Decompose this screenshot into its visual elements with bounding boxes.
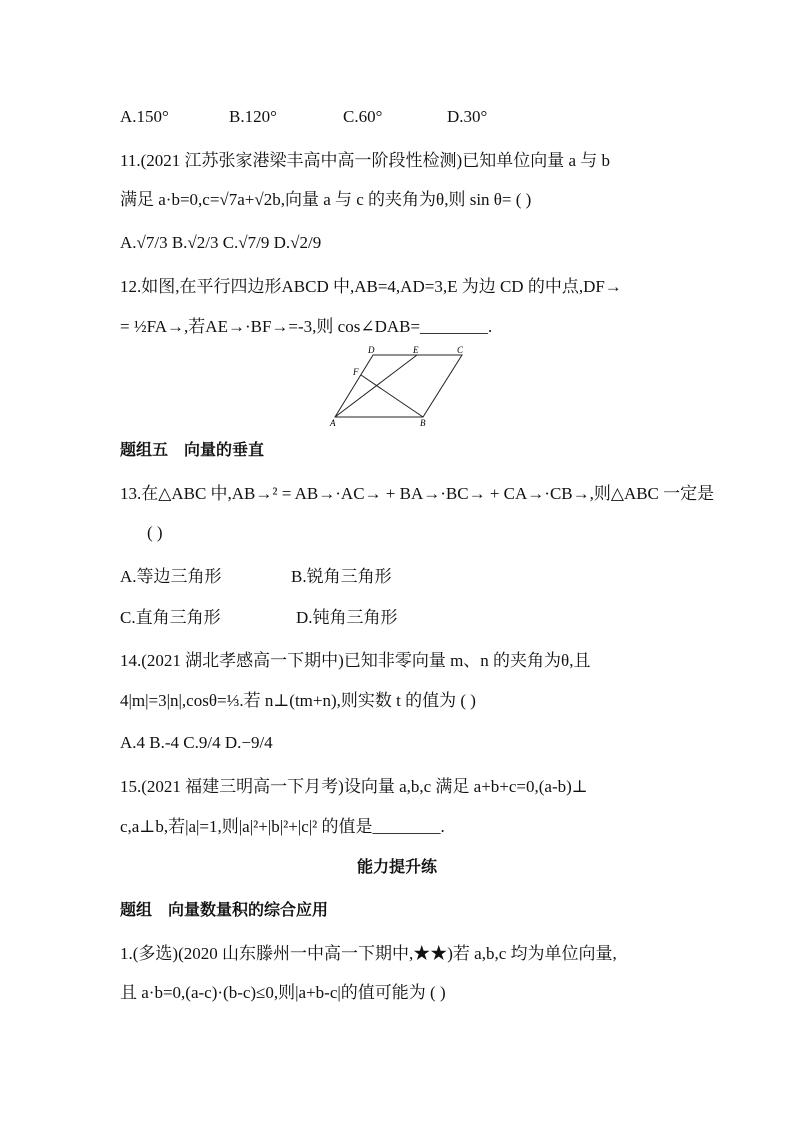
q1-stem-line2: 且 a·b=0,(a-c)·(b-c)≤0,则|a+b-c|的值可能为 ( ) [120,983,446,1002]
q14-stem-line1: 14.(2021 湖北孝感高一下期中)已知非零向量 m、n 的夹角为θ,且 [120,651,591,670]
section-title: 能力提升练 [356,859,437,876]
label-e: E [413,345,419,355]
label-b: B [420,418,426,427]
q12-stem-line1: 12.如图,在平行四边形ABCD 中,AB=4,AD=3,E 为边 CD 的中点,DF→ [120,277,622,296]
label-d: D [368,345,375,355]
q10-option-a: A.150° [120,107,169,126]
parallelogram-abcd [335,355,462,417]
segment-ae [335,355,417,417]
q12-stem-line2: = ½FA→,若AE→·BF→=-3,则 cos∠DAB=________. [120,317,493,336]
q13-option-a: A.等边三角形 [120,567,222,586]
q15-stem-line1: 15.(2021 福建三明高一下月考)设向量 a,b,c 满足 a+b+c=0,(a-b)⊥ [120,777,588,796]
q14-options: A.4 B.-4 C.9/4 D.−9/4 [120,733,273,752]
label-f: F [353,367,359,377]
q13-stem-line1: 13.在△ABC 中,AB→² = AB→·AC→ + BA→·BC→ + CA→·CB→,则△ABC 一定是 [120,484,715,503]
q1-stem-line1: 1.(多选)(2020 山东滕州一中高一下期中,★★)若 a,b,c 均为单位向量, [120,944,617,963]
q10-option-d: D.30° [447,107,488,126]
q11-stem-line1: 11.(2021 江苏张家港梁丰高中高一阶段性检测)已知单位向量 a 与 b [120,151,610,170]
label-a: A [330,418,336,427]
section-heading: 题组五 向量的垂直 [120,442,265,459]
q13-option-b: B.锐角三角形 [291,567,392,586]
group-title: 题组 向量数量积的综合应用 [120,902,329,919]
parallelogram-figure [325,345,475,427]
segment-bf [361,375,423,417]
q11-stem-line2: 满足 a·b=0,c=√7a+√2b,向量 a 与 c 的夹角为θ,则 sin θ= ( ) [120,190,532,209]
q10-option-b: B.120° [229,107,277,126]
q13-stem-line2: ( ) [147,523,163,542]
q15-stem-line2: c,a⊥b,若|a|=1,则|a|²+|b|²+|c|² 的值是________. [120,817,445,836]
q11-options: A.√7/3 B.√2/3 C.√7/9 D.√2/9 [120,233,322,252]
q13-option-d: D.钝角三角形 [296,608,398,627]
q14-stem-line2: 4|m|=3|n|,cosθ=⅓.若 n⊥(tm+n),则实数 t 的值为 ( ) [120,691,476,710]
label-c: C [457,345,464,355]
q13-option-c: C.直角三角形 [120,608,221,627]
q10-option-c: C.60° [343,107,383,126]
